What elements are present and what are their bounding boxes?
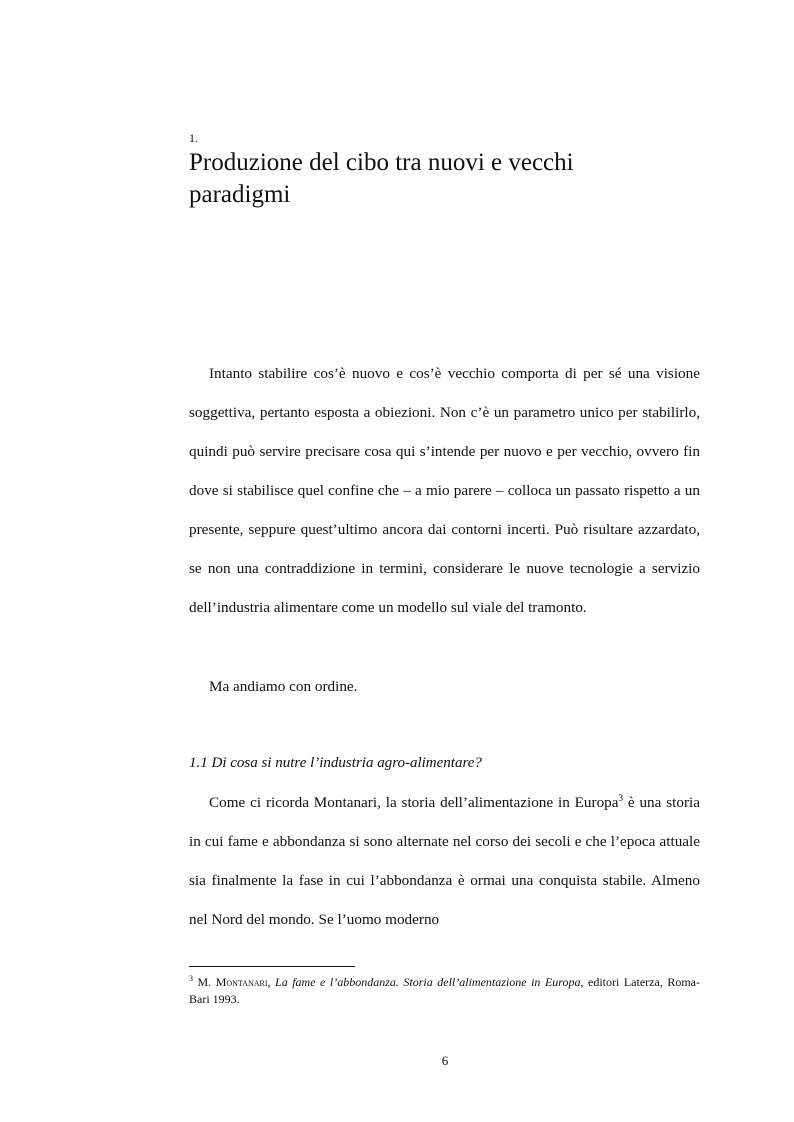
chapter-title: Produzione del cibo tra nuovi e vecchi paradigmi (189, 149, 574, 208)
footnote-mark: 3 (189, 974, 193, 983)
paragraph-montanari-start: Come ci ricorda Montanari, la storia dell’alimentazione in Europa (209, 794, 619, 811)
paragraph-montanari-end: è una storia in cui fame e abbondanza si sono alternate nel corso dei secoli e che l’epoca attuale sia finalmente la fase in cui l’abbondanza è ormai una conquista stabile. Almeno nel Nord del mondo. Se l’uomo moderno (189, 794, 700, 928)
footnote-author: M. Montanari, (193, 975, 271, 989)
page-number: 6 (441, 1053, 449, 1068)
footnote-book-title: La fame e l’abbondanza. Storia dell’alimentazione in Europa (275, 975, 581, 989)
footnote-divider (189, 966, 355, 967)
chapter-number: 1. (189, 131, 198, 145)
footnote-publisher: , editori Laterza, Roma-Bari 1993. (189, 975, 700, 1006)
section-heading: 1.1 Di cosa si nutre l’industria agro-alimentare? (189, 755, 482, 771)
paragraph-intro: Intanto stabilire cos’è nuovo e cos’è vecchio comporta di per sé una visione soggettiva, pertanto esposta a obiezioni. Non c’è un parametro unico per stabilirlo, quindi può servire precisare cosa qui s’intende per nuovo e per vecchio, ovvero fin dove si stabilisce quel confine che – a mio parere – colloca un passato rispetto a un presente, seppure quest’ultimo ancora dai contorni incerti. Può risultare azzardato, se non una contraddizione in termini, considerare le nuove tecnologie a servizio dell’industria alimentare come un modello sul viale del tramonto. (189, 365, 700, 616)
footnote-reference: 3 (618, 792, 624, 803)
paragraph-montanari (189, 783, 700, 939)
footnote (189, 974, 700, 1008)
paragraph-order: Ma andiamo con ordine. (209, 678, 358, 695)
